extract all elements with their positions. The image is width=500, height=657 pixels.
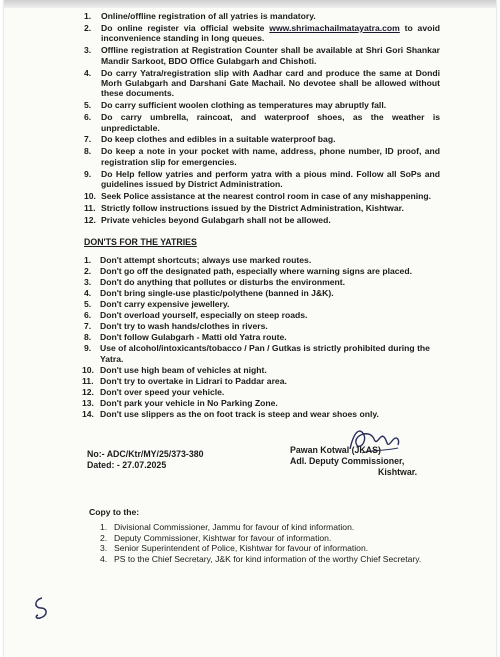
donts-item-9: 9. Use of alcohol/intoxicants/tobacco / Pan / Gutkas is strictly prohibited during the Yatra. xyxy=(84,343,430,364)
dos-item-9: 9. Do Help fellow yatries and perform yatra with a pious mind. Follow all SoPs and guidelines issued by District Administration. xyxy=(84,168,440,190)
cropped-header-band xyxy=(4,0,496,8)
copy-item-1: 1. Divisional Commissioner, Jammu for favour of kind information. xyxy=(100,521,355,532)
document-page xyxy=(4,0,496,657)
signatory-name: Pawan Kotwal (JKAS) xyxy=(290,445,381,456)
donts-item-14: 14. Don't use slippers as the on foot track is steep and wear shoes only. xyxy=(82,409,379,420)
donts-item-13: 13. Don't park your vehicle in No Parking Zone. xyxy=(82,398,278,409)
dos-item-6: 6. Do carry umbrella, raincoat, and waterproof shoes, as the weather is unpredictable. xyxy=(84,112,440,133)
dos-item-8: 8. Do keep a note in your pocket with name, address, phone number, ID proof, and registration slip for emergencies. xyxy=(84,146,440,167)
dos-item-10: 10. Seek Police assistance at the nearest control room in case of any mishappening. xyxy=(84,191,432,201)
order-footer xyxy=(4,425,496,495)
signatory-block xyxy=(290,445,417,478)
dos-list xyxy=(4,11,496,225)
yatra-website-link[interactable]: www.shrimachailmatayatra.com xyxy=(269,22,400,33)
donts-item-5: 5. Don't carry expensive jewellery. xyxy=(84,299,230,309)
donts-item-6: 6. Don't overload yourself, especially on steep roads. xyxy=(84,310,308,321)
copy-item-4: 4. PS to the Chief Secretary, J&K for kind information of the worthy Chief Secretary. xyxy=(100,553,422,564)
donts-item-2: 2. Don't go off the designated path, especially where warning signs are placed. xyxy=(84,265,412,276)
donts-item-3: 3. Don't do anything that pollutes or disturbs the environment. xyxy=(84,276,346,287)
donts-item-7: 7. Don't try to wash hands/clothes in rivers. xyxy=(84,321,268,332)
handwritten-margin-mark-icon xyxy=(30,594,52,624)
donts-item-1: 1. Don't attempt shortcuts; always use marked routes. xyxy=(84,254,312,265)
copy-to-heading: Copy to the: xyxy=(89,507,140,518)
reference-block xyxy=(87,449,204,471)
dos-item-2: 2. Do online register via official website www.shrimachailmatayatra.com to avoid inconvenience standing in long queues. xyxy=(84,22,440,44)
dos-item-3: 3. Offline registration at Registration Counter shall be available at Shri Gori Shankar Mandir Sarkoot, BDO Office Gulabgarh and Chishoti. xyxy=(84,45,440,66)
reference-number: No:- ADC/Ktr/MY/25/373-380 xyxy=(87,449,204,460)
dos-item-2-text: Do online register via official website xyxy=(101,22,270,33)
dos-item-12: 12. Private vehicles beyond Gulabgarh shall not be allowed. xyxy=(84,214,331,225)
donts-list xyxy=(4,255,496,420)
dos-item-4: 4. Do carry Yatra/registration slip with Aadhar card and produce the same at Dondi Morh Gulabgarh and Darshani Gate Machail. No devotee shall be allowed without these documents. xyxy=(84,67,440,99)
dos-item-11: 11. Strictly follow instructions issued by the District Administration, Kishtwar. xyxy=(84,202,404,213)
dos-item-1: 1. Online/offline registration of all yatries is mandatory. xyxy=(84,11,316,21)
signatory-place: Kishtwar. xyxy=(378,467,418,478)
donts-heading: DON'TS FOR THE YATRIES xyxy=(84,237,197,248)
donts-item-11: 11. Don't try to overtake in Lidrari to Paddar area. xyxy=(82,375,287,386)
donts-item-8: 8. Don't follow Gulabgarh - Matti old Yatra route. xyxy=(84,332,287,343)
order-date: Dated: - 27.07.2025 xyxy=(87,460,167,471)
document-body xyxy=(4,11,496,565)
dos-item-7: 7. Do keep clothes and edibles in a suitable waterproof bag. xyxy=(84,134,336,145)
donts-item-10: 10. Don't use high beam of vehicles at night. xyxy=(82,364,267,375)
copy-item-2: 2. Deputy Commissioner, Kishtwar for favour of information. xyxy=(100,532,332,543)
donts-item-4: 4. Don't bring single-use plastic/polythene (banned in J&K). xyxy=(84,287,334,298)
copy-to-list xyxy=(4,522,496,564)
donts-item-12: 12. Don't over speed your vehicle. xyxy=(82,386,225,397)
dos-item-5: 5. Do carry sufficient woolen clothing as temperatures may abruptly fall. xyxy=(84,100,387,111)
signatory-title: Adl. Deputy Commissioner, xyxy=(290,456,405,467)
copy-item-3: 3. Senior Superintendent of Police, Kishtwar for favour of information. xyxy=(100,543,369,554)
